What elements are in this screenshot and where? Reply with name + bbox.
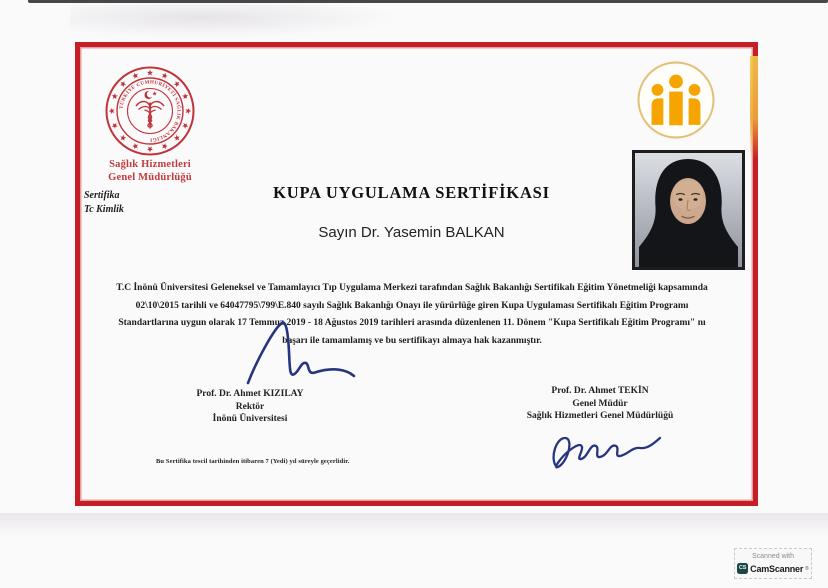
general-director-signature (548, 426, 666, 470)
scanned-with-label: Scanned with (751, 553, 795, 560)
right-signatory-title: Genel Müdür (572, 398, 628, 409)
left-signatory-block (175, 388, 325, 426)
right-signatory-name: Prof. Dr. Ahmet TEKİN (551, 386, 649, 396)
scan-top-edge-artifact (28, 0, 828, 3)
body-line-3: Standartlarına uygun olarak 17 Temmuz 2019 - 18 Ağustos 2019 tarihleri arasında düzenlenen 11. Dönem "Kupa Sertifikalı Eğitim Programı" nı (118, 318, 706, 328)
caduceus-icon (136, 102, 164, 129)
ministry-department-label (75, 158, 225, 184)
dept-line-1: Sağlık Hizmetleri (109, 159, 191, 170)
scan-shadow-artifact (70, 4, 400, 38)
rector-signature (246, 320, 356, 386)
body-line-4: başarı ile tamamlamış ve bu sertifikayı almaya hak kazanmıştır. (282, 335, 542, 346)
registered-mark: ® (805, 565, 809, 572)
camscanner-badge (734, 548, 812, 579)
crescent-star-icon (145, 91, 157, 99)
ministry-of-health-seal-icon (105, 66, 195, 156)
camscanner-label: CamScanner (750, 563, 804, 574)
inonu-university-logo-icon (636, 60, 716, 140)
left-signatory-org: İnönü Üniversitesi (212, 414, 288, 424)
dept-line-2: Genel Müdürlüğü (108, 172, 192, 183)
right-signatory-block (519, 385, 681, 423)
validity-note: Bu Sertifika tescil tarihinden itibaren 7 (Yedi) yıl süreyle geçerlidir. (156, 458, 350, 465)
recipient-name: Sayın Dr. Yasemin BALKAN (318, 224, 505, 241)
left-signatory-name: Prof. Dr. Ahmet KIZILAY (196, 389, 304, 399)
left-signatory-title: Rektör (235, 401, 265, 412)
right-signatory-org: Sağlık Hizmetleri Genel Müdürlüğü (526, 411, 674, 421)
certificate-body-text (79, 280, 745, 350)
scan-page-edge-shadow (0, 513, 828, 537)
camscanner-icon: CS (737, 563, 748, 574)
body-line-1: T.C İnönü Üniversitesi Geleneksel ve Tamamlayıcı Tıp Uygulama Merkezi tarafından Sağlık Bakanlığı Sertifikalı Eğitim Yönetmeliği kapsamında (116, 283, 708, 293)
recipient-photo (632, 150, 745, 270)
certificate-title: KUPA UYGULAMA SERTİFİKASI (273, 183, 550, 202)
scan-color-streak-artifact (750, 56, 758, 160)
doc-type-line-1: Sertifika (84, 190, 120, 201)
seal-circular-text: TÜRKİYE CUMHURİYETİ SAĞLIK BAKANLIĞI (119, 80, 181, 142)
body-line-2: 02\10\2015 tarihli ve 64047795\799\E.840 sayılı Sağlık Bakanlığı Onayı ile yürürlüğe giren Kupa Uygulaması Sertifikalı Eğitim Programı (135, 300, 689, 311)
doc-type-line-2: Tc Kimlik (84, 203, 124, 215)
